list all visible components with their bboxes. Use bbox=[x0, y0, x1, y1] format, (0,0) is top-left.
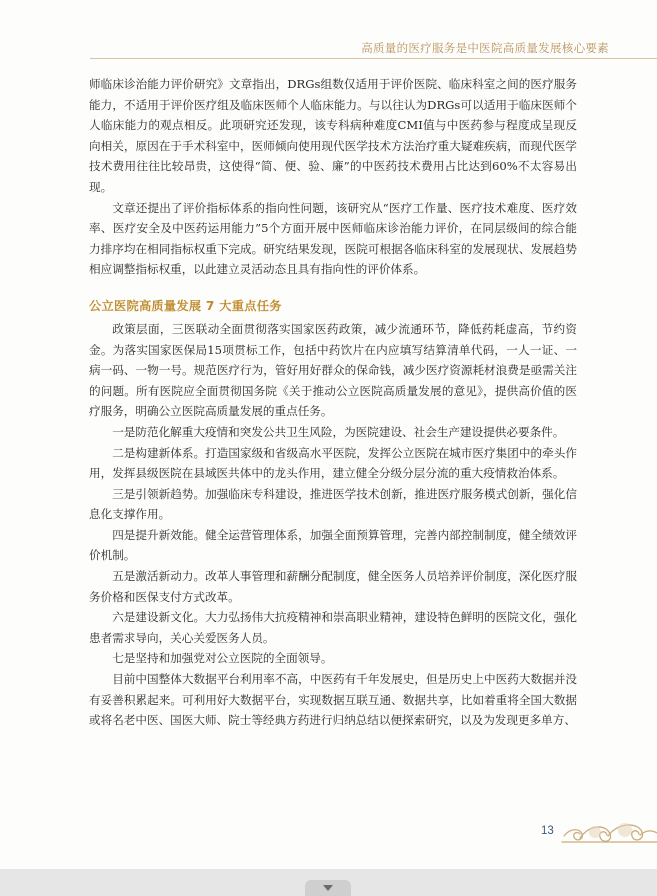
cloud-ornament-icon bbox=[560, 816, 657, 846]
page-body bbox=[89, 74, 577, 731]
task-item: 一是防范化解重大疫情和突发公共卫生风险，为医院建设、社会生产建设提供必要条件。 bbox=[112, 424, 565, 439]
scroll-down-button[interactable] bbox=[305, 880, 351, 896]
body-paragraph: 师临床诊治能力评价研究》文章指出，DRGs组数仅适用于评价医院、临床科室之间的医疗服务能力，不适用于评价医疗组及临床医师个人临床能力。与以往认为DRGs可以适用于临床医师个人临床能力的观点相反。此项研究还发现，该专科病种难度CMI值与中医药参与程度成呈现反向相关，原因在于手术科室中，医师倾向使用现代医学技术方法治疗重大疑难疾病，而现代医学技术费用往往比较昂贵，这使得“简、便、验、廉”的中医药技术费用占比达到60%不太容易出现。 bbox=[89, 77, 577, 194]
header-divider bbox=[90, 58, 657, 59]
body-paragraph: 目前中国整体大数据平台利用率不高，中医药有千年发展史，但是历史上中医药大数据并没有妥善积累起来。可利用好大数据平台，实现数据互联互通、数据共享，比如着重将全国大数据或将名老中医、国医大师、院士等经典方药进行归纳总结以便探索研究，以及为发现更多单方、 bbox=[89, 672, 577, 728]
task-item: 二是构建新体系。打造国家级和省级高水平医院，发挥公立医院在城市医疗集团中的牵头作用，发挥县级医院在县域医共体中的龙头作用，建立健全分级分层分流的重大疫情救治体系。 bbox=[89, 445, 577, 481]
task-item: 五是激活新动力。改革人事管理和薪酬分配制度，健全医务人员培养评价制度，深化医疗服务价格和医保支付方式改革。 bbox=[89, 569, 577, 604]
running-header-title: 高质量的医疗服务是中医院高质量发展核心要素 bbox=[361, 41, 609, 55]
chevron-down-icon bbox=[322, 884, 334, 892]
task-item: 六是建设新文化。大力弘扬伟大抗疫精神和崇高职业精神，建设特色鲜明的医院文化，强化患者需求导向，关心关爱医务人员。 bbox=[89, 610, 577, 645]
body-paragraph: 文章还提出了评价指标体系的指向性问题，该研究从“医疗工作量、医疗技术难度、医疗效率、医疗安全及中医药运用能力”5个方面开展中医师临床诊治能力评价，在同层级间的综合能力排序均在相同指标权重下完成。研究结果发现，医院可根据各临床科室的发展现状、发展趋势相应调整指标权重，以此建立灵活动态且具有指向性的评价体系。 bbox=[89, 200, 577, 277]
body-paragraph: 政策层面，三医联动全面贯彻落实国家医药政策，减少流通环节，降低药耗虚高，节约资金。为落实国家医保局15项贯标工作，包括中药饮片在内应填写结算清单代码，一人一证、一病一码、一物一号。规范医疗行为，管好用好群众的保命钱，减少医疗资源耗材浪费是亟需关注的问题。所有医院应全面贯彻国务院《关于推动公立医院高质量发展的意见》，提供高价值的医疗服务，明确公立医院高质量发展的重点任务。 bbox=[89, 321, 577, 419]
section-heading: 公立医院高质量发展 7 大重点任务 bbox=[89, 298, 282, 313]
task-item: 四是提升新效能。健全运营管理体系，加强全面预算管理，完善内部控制制度，健全绩效评价机制。 bbox=[89, 527, 577, 563]
page-number: 13 bbox=[541, 825, 554, 837]
task-item: 七是坚持和加强党对公立医院的全面领导。 bbox=[112, 651, 333, 666]
task-item: 三是引领新趋势。加强临床专科建设，推进医学技术创新，推进医疗服务模式创新，强化信息化支撑作用。 bbox=[89, 486, 577, 522]
